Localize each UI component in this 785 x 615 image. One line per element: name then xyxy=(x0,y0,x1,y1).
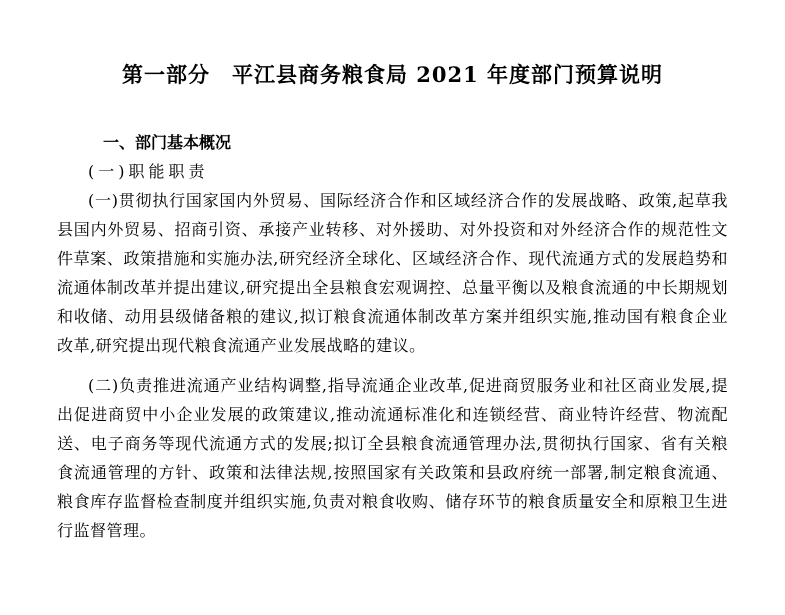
subsection-heading: (一)职能职责 xyxy=(88,162,209,181)
section-heading: 一、部门基本概况 xyxy=(103,133,232,152)
document-body xyxy=(0,128,785,545)
paragraph-duties-2: (二)负责推进流通产业结构调整,指导流通企业改革,促进商贸服务业和社区商业发展,提出促进商贸中小企业发展的政策建议,推动流通标准化和连锁经营、商业特许经营、物流配送、电子商务等现代流通方式的发展;拟订全县粮食流通管理办法,贯彻执行国家、省有关粮食流通管理的方针、政策和法律法规,按照国家有关政策和县政府统一部署,制定粮食流通、粮食库存监督检查制度并组织实施,负责对粮食收购、储存环节的粮食质量安全和原粮卫生进行监督管理。 xyxy=(57,376,728,540)
document-page xyxy=(0,60,785,615)
paragraph-duties-1: (一)贯彻执行国家国内外贸易、国际经济合作和区域经济合作的发展战略、政策,起草我县国内外贸易、招商引资、承接产业转移、对外援助、对外投资和对外经济合作的规范性文件草案、政策措施和实施办法,研究经济全球化、区域经济合作、现代流通方式的发展趋势和流通体制改革并提出建议,研究提出全县粮食宏观调控、总量平衡以及粮食流通的中长期规划和收储、动用县级储备粮的建议,拟订粮食流通体制改革方案并组织实施,推动国有粮食企业改革,研究提出现代粮食流通产业发展战略的建议。 xyxy=(57,191,728,355)
document-title: 第一部分 平江县商务粮食局 2021 年度部门预算说明 xyxy=(121,62,664,87)
